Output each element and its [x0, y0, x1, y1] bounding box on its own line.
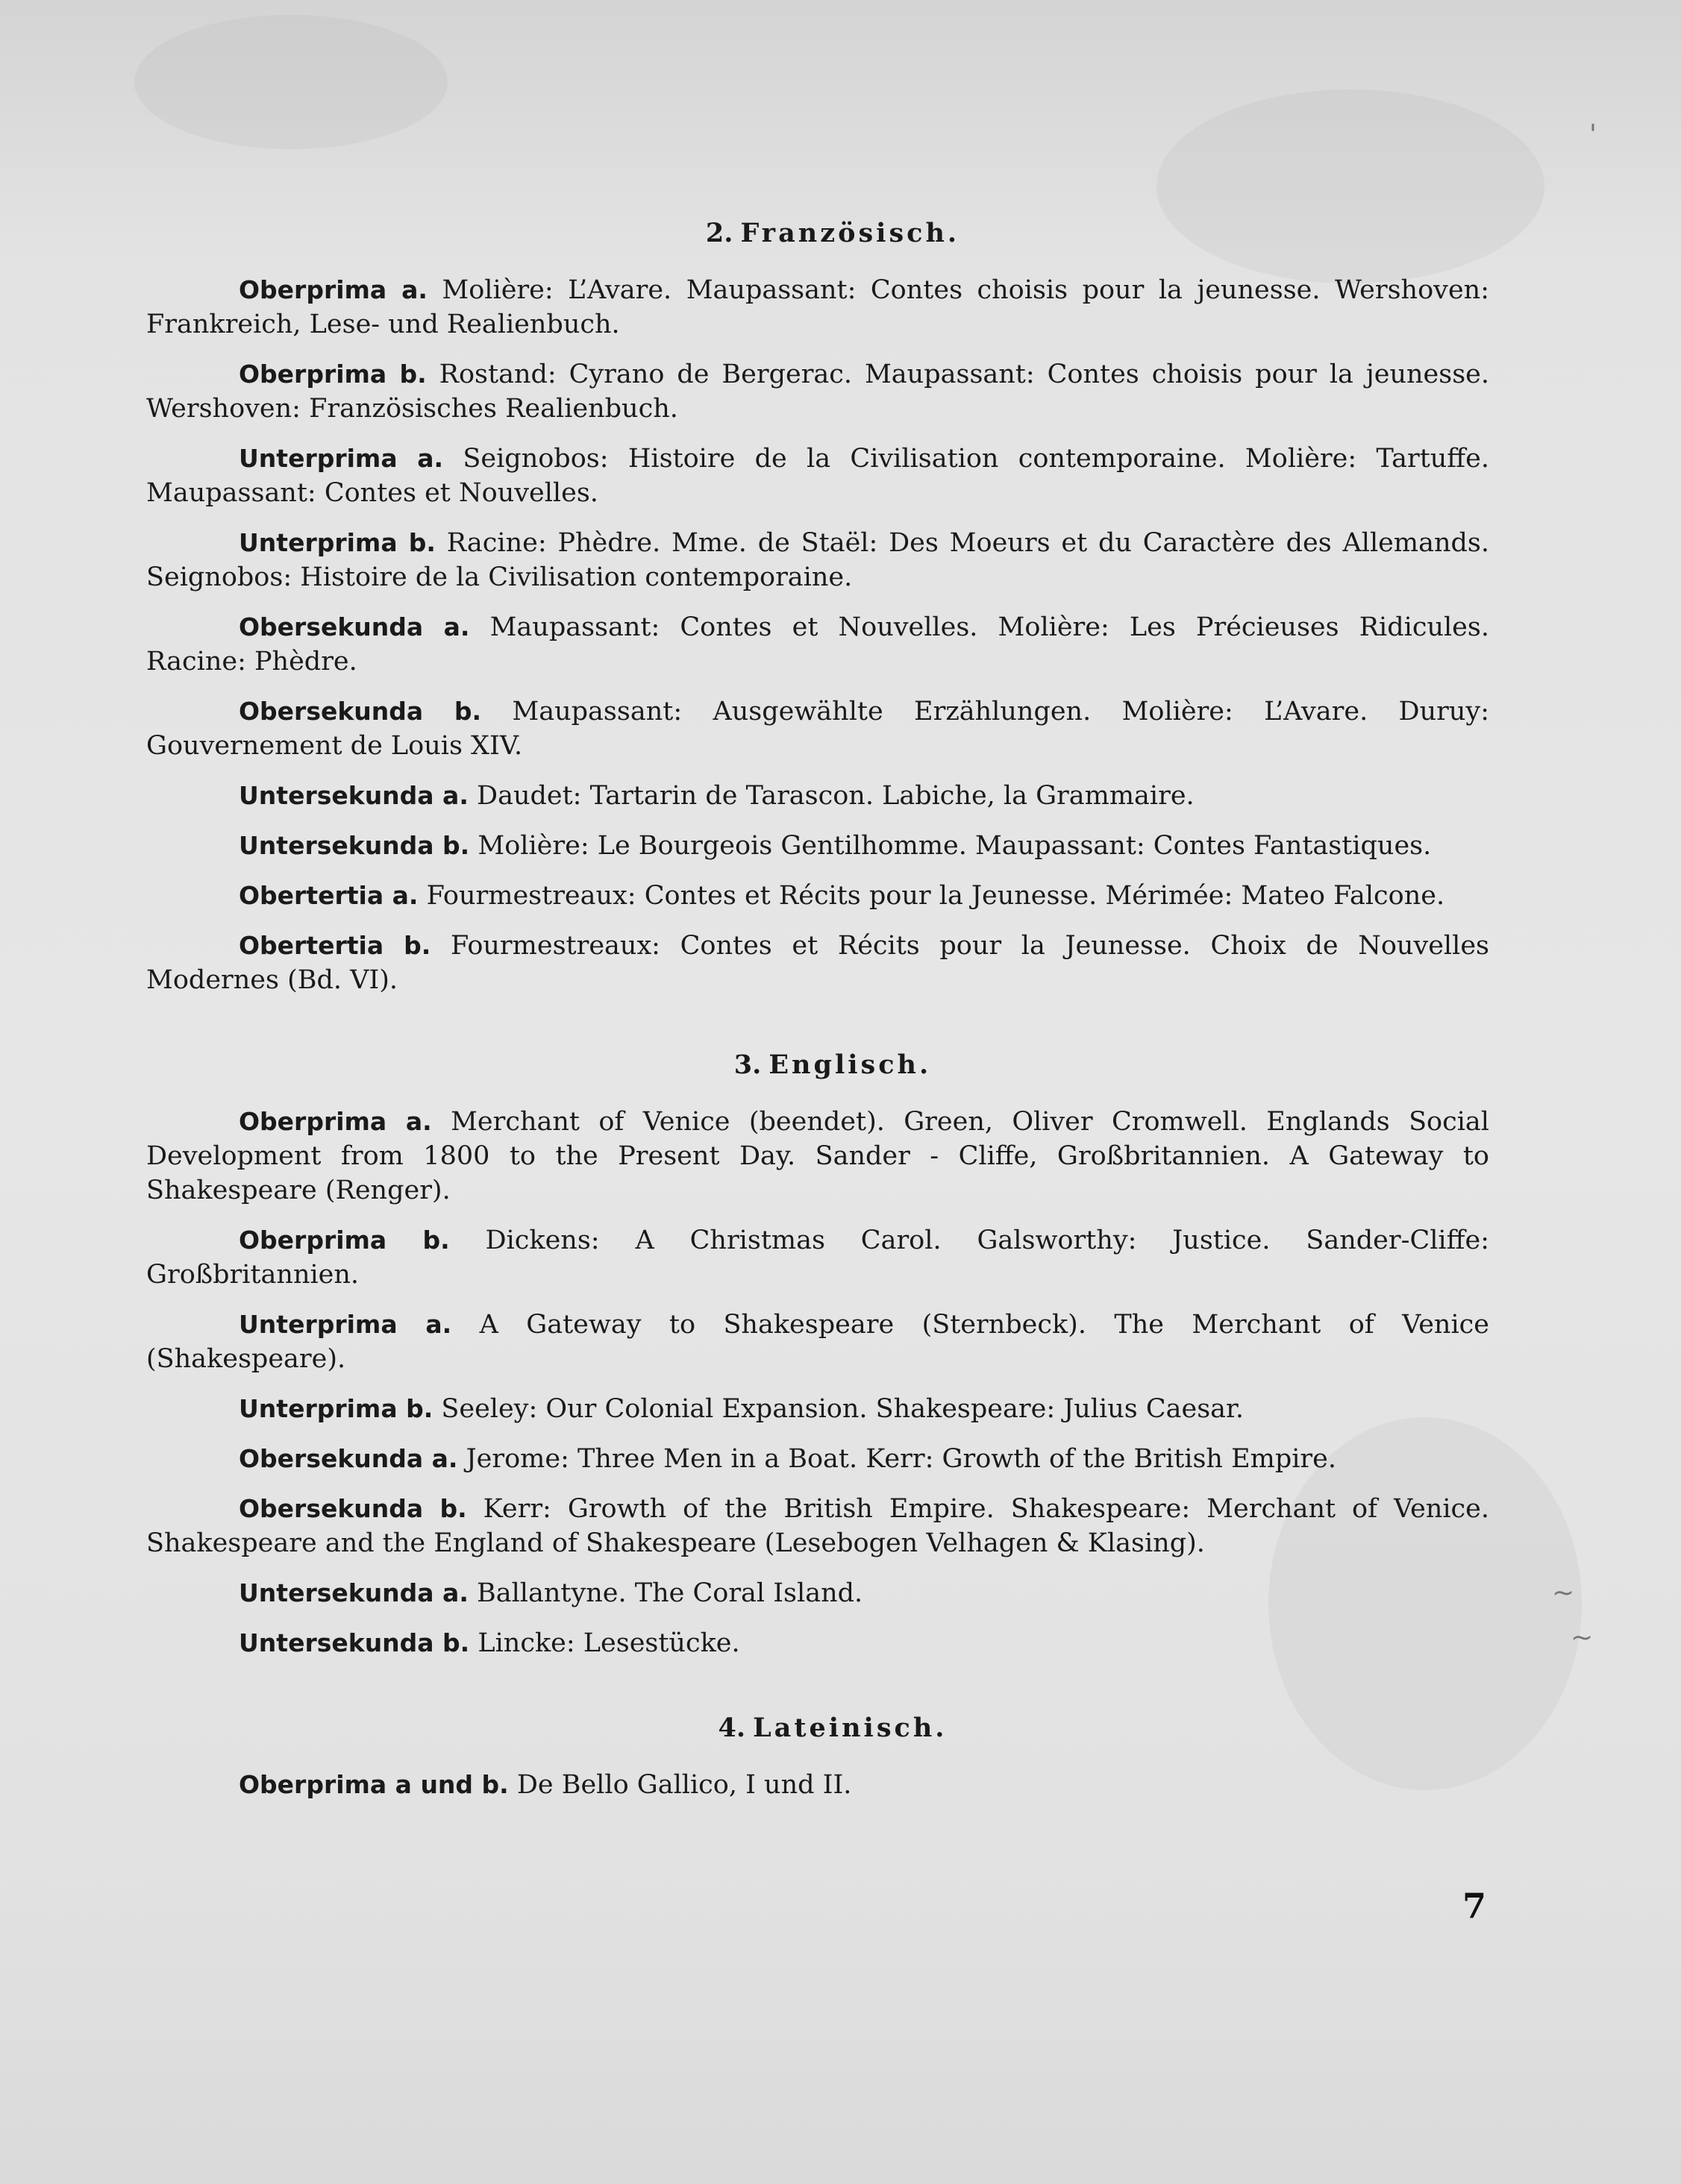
class-label: Untersekunda b.	[239, 831, 470, 860]
class-label: Unterprima a.	[239, 444, 444, 473]
reading-entry	[146, 879, 1489, 913]
reading-list: De Bello Gallico, I und II.	[516, 1770, 852, 1800]
class-label: Obertertia b.	[239, 931, 431, 960]
section-title: Englisch.	[768, 1049, 932, 1080]
section-heading	[146, 1711, 1489, 1745]
reading-list: Seignobos: Histoire de la Civilisation contemporaine. Molière: Tartuffe. Maupassant: Contes et Nouvelles.	[146, 444, 1489, 508]
document-body	[146, 216, 1489, 1853]
section-title: Französisch.	[740, 218, 960, 248]
reading-list: Jerome: Three Men in a Boat. Kerr: Growth of the British Empire.	[466, 1444, 1336, 1474]
class-label: Oberprima b.	[239, 360, 427, 389]
class-label: Untersekunda a.	[239, 1578, 469, 1607]
class-label: Oberprima b.	[239, 1226, 450, 1255]
reading-list: A Gateway to Shakespeare (Sternbeck). The Merchant of Venice (Shakespeare).	[146, 1310, 1489, 1374]
paper-stain	[134, 15, 448, 149]
reading-entry	[146, 1308, 1489, 1376]
reading-entry	[146, 1768, 1489, 1802]
section-heading	[146, 216, 1489, 251]
class-label: Unterprima a.	[239, 1310, 452, 1339]
class-label: Oberprima a.	[239, 1107, 432, 1136]
section-number: 4.	[718, 1713, 746, 1743]
class-label: Obertertia a.	[239, 881, 419, 910]
reading-entry	[146, 1492, 1489, 1560]
reading-list: Maupassant: Contes et Nouvelles. Molière: Les Précieuses Ridicules. Racine: Phèdre.	[146, 612, 1489, 677]
reading-list: Rostand: Cyrano de Bergerac. Maupassant: Contes choisis pour la jeunesse. Wershoven: Französisches Realienbuch.	[146, 360, 1489, 424]
reading-entry	[146, 610, 1489, 679]
section-number: 3.	[733, 1049, 762, 1080]
reading-entry	[146, 526, 1489, 594]
reading-list: Molière: L’Avare. Maupassant: Contes choisis pour la jeunesse. Wershoven: Frankreich, Lese- und Realienbuch.	[146, 275, 1489, 339]
reading-list: Maupassant: Ausgewählte Erzählungen. Molière: L’Avare. Duruy: Gouvernement de Louis XIV.	[146, 697, 1489, 761]
paper-mark: ~	[1552, 1578, 1575, 1608]
section-lateinisch	[146, 1711, 1489, 1802]
class-label: Unterprima b.	[239, 1394, 433, 1423]
reading-list: Seeley: Our Colonial Expansion. Shakespeare: Julius Caesar.	[441, 1394, 1245, 1424]
class-label: Untersekunda a.	[239, 781, 469, 810]
reading-entry	[146, 779, 1489, 813]
class-label: Obersekunda a.	[239, 1444, 458, 1473]
class-label: Obersekunda b.	[239, 697, 482, 726]
reading-list: Fourmestreaux: Contes et Récits pour la Jeunesse. Mérimée: Mateo Falcone.	[426, 881, 1445, 911]
reading-entry	[146, 357, 1489, 426]
reading-list: Daudet: Tartarin de Tarascon. Labiche, la Grammaire.	[477, 781, 1195, 811]
reading-entry	[146, 929, 1489, 997]
reading-list: Racine: Phèdre. Mme. de Staël: Des Moeurs et du Caractère des Allemands. Seignobos: Histoire de la Civilisation contemporaine.	[146, 528, 1489, 592]
reading-entry	[146, 273, 1489, 342]
reading-entry	[146, 1626, 1489, 1660]
section-title: Lateinisch.	[753, 1713, 948, 1743]
reading-list: Lincke: Lesestücke.	[478, 1628, 740, 1658]
class-label: Unterprima b.	[239, 528, 436, 557]
reading-list: Dickens: A Christmas Carol. Galsworthy: Justice. Sander-Cliffe: Großbritannien.	[146, 1226, 1489, 1290]
reading-entry	[146, 694, 1489, 763]
reading-list: Molière: Le Bourgeois Gentilhomme. Maupassant: Contes Fantastiques.	[478, 831, 1432, 861]
class-label: Obersekunda b.	[239, 1494, 467, 1523]
section-franzoesisch	[146, 216, 1489, 997]
class-label: Obersekunda a.	[239, 612, 470, 641]
reading-entry	[146, 1576, 1489, 1610]
paper-mark: '	[1589, 119, 1597, 150]
class-label: Oberprima a und b.	[239, 1770, 509, 1799]
reading-list: Kerr: Growth of the British Empire. Shakespeare: Merchant of Venice. Shakespeare and the England of Shakespeare (Lesebogen Velhagen & Klasing).	[146, 1494, 1489, 1558]
reading-entry	[146, 1105, 1489, 1208]
section-number: 2.	[705, 218, 733, 248]
reading-entry	[146, 442, 1489, 510]
reading-entry	[146, 1442, 1489, 1476]
paper-mark: ~	[1571, 1622, 1594, 1653]
class-label: Untersekunda b.	[239, 1628, 470, 1657]
reading-list: Fourmestreaux: Contes et Récits pour la Jeunesse. Choix de Nouvelles Modernes (Bd. VI).	[146, 931, 1489, 995]
reading-entry	[146, 829, 1489, 863]
reading-entry	[146, 1223, 1489, 1292]
reading-list: Ballantyne. The Coral Island.	[477, 1578, 863, 1608]
reading-entry	[146, 1392, 1489, 1426]
page-number: 7	[1462, 1886, 1487, 1926]
section-heading	[146, 1048, 1489, 1082]
section-englisch	[146, 1048, 1489, 1660]
reading-list: Merchant of Venice (beendet). Green, Oliver Cromwell. Englands Social Development from 1800 to the Present Day. Sander - Cliffe, Großbritannien. A Gateway to Shakespeare (Renger).	[146, 1107, 1489, 1205]
class-label: Oberprima a.	[239, 275, 428, 304]
